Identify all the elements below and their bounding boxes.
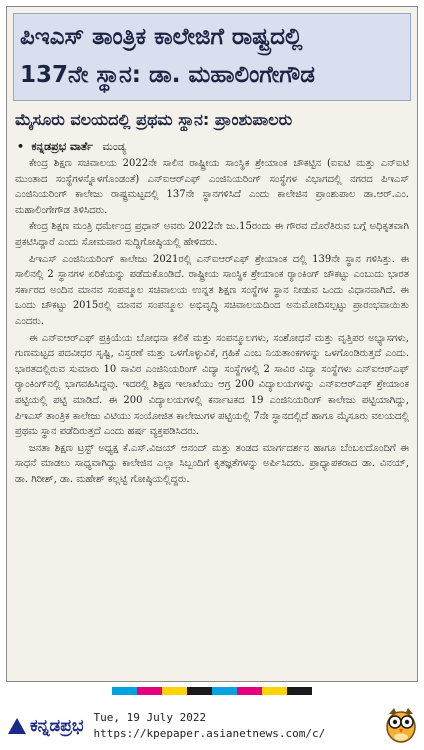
triangle-logo-icon (8, 718, 26, 734)
article-paragraph: ಕೇಂದ್ರ ಶಿಕ್ಷಣ ಸಚಿವಾಲಯ 2022ನೇ ಸಾಲಿನ ರಾಷ್ಟ್ರೀಯ ಸಾಂಸ್ಥಿಕ ಶ್ರೇಯಾಂಕ ಚೌಕಟ್ಟಿನ (ಐಐಟಿ ಮತ್ತು ಎನ್‌ಐಟಿ ಮುಂತಾದ ಸಂಸ್ಥೆಗಳನ್ನೊಳಗೊಂಡಂತೆ) ಎನ್‌ಐಆರ್‌ಎಫ್ ಎಂಜಿನಿಯರಿಂಗ್ ಸಂಸ್ಥೆಗಳ ವಿಭಾಗದಲ್ಲಿ ನಗರದ ಪಿಇಎಸ್ ಎಂಜಿನಿಯರಿಂಗ್ ಕಾಲೇಜು ರಾಷ್ಟ್ರಮಟ್ಟದಲ್ಲಿ 137ನೇ ಸ್ಥಾನಗಳಿಸಿದೆ ಎಂದು ಕಾಲೇಜಿನ ಪ್ರಾಂಶುಪಾಲ ಡಾ.ಆರ್.ಎಂ. ಮಹಾಲಿಂಗೇಗೌಡ ತಿಳಿಸಿದರು. (15, 158, 409, 216)
registration-swatch (162, 687, 187, 695)
news-clipping (6, 6, 418, 682)
registration-swatch (287, 687, 312, 695)
headline-line-1: ಪಿಇಎಸ್ ತಾಂತ್ರಿಕ ಕಾಲೇಜಿಗೆ ರಾಷ್ಟ್ರದಲ್ಲಿ (20, 24, 303, 50)
color-registration-bar (112, 687, 312, 695)
registration-swatch (262, 687, 287, 695)
subheadline: ಮೈಸೂರು ವಲಯದಲ್ಲಿ ಪ್ರಥಮ ಸ್ಥಾನ: ಪ್ರಾಂಶುಪಾಲರು (15, 110, 293, 129)
publication-date: Tue, 19 July 2022 (93, 711, 207, 724)
article-paragraph: ಜನತಾ ಶಿಕ್ಷಣ ಟ್ರಸ್ಟ್ ಅಧ್ಯಕ್ಷ ಕೆ.ಎಸ್.ವಿಜಯ್ ಆನಂದ್ ಮತ್ತು ತಂಡದ ಮಾರ್ಗದರ್ಶನ ಹಾಗೂ ಬೆಂಬಲದೊಂದಿಗೆ ಈ ಸಾಧನೆ ಮಾಡಲು ಸಾಧ್ಯವಾಗಿದ್ದು ಕಾಲೇಜಿನ ಎಲ್ಲಾ ಸಿಬ್ಬಂದಿಗೆ ಕೃತಜ್ಞತೆಗಳನ್ನು ಅರ್ಪಿಸಿದರು. ಪ್ರಾಧ್ಯಾಪಕರಾದ ಡಾ. ವಿನಯ್, ಡಾ. ಗಿರೀಶ್, ಡಾ. ಮಹೇಶ್ ಕಲ್ಲಟ್ಟಿ ಗೋಷ್ಠಿಯಲ್ಲಿದ್ದರು. (15, 442, 409, 485)
headline-box (13, 13, 411, 101)
footer-meta (93, 710, 325, 742)
article-body (15, 156, 409, 487)
registration-swatch (137, 687, 162, 695)
source-url[interactable]: https://kpepaper.asianetnews.com/c/ (93, 727, 326, 740)
article-paragraph: ಕೇಂದ್ರ ಶಿಕ್ಷಣ ಮಂತ್ರಿ ಧರ್ಮೇಂದ್ರ ಪ್ರಧಾನ್ ಅವರು 2022ನೇ ಜು.15ರಂದು ಈ ಗೌರವ ದೊರೆತಿರುವ ಬಗ್ಗೆ ಅಧಿಕೃತವಾಗಿ ಪ್ರಕಟಿಸಿದ್ದಾರೆ ಎಂದು ಸೋಮವಾರ ಸುದ್ದಿಗೋಷ್ಠಿಯಲ್ಲಿ ಹೇಳಿದರು. (15, 221, 409, 248)
brand-logo[interactable] (8, 716, 83, 736)
registration-swatch (212, 687, 237, 695)
byline-place: ಮಂಡ್ಯ (102, 140, 127, 153)
brand-name: ಕನ್ನಡಪ್ರಭ (30, 716, 84, 736)
byline (17, 139, 407, 154)
article-paragraph: ಪಿಇಎಸ್ ಎಂಜಿನಿಯರಿಂಗ್ ಕಾಲೇಜು 2021ರಲ್ಲಿ ಎನ್‌ಐಆರ್‌ಎಫ್ ಶ್ರೇಯಾಂಕ ದಲ್ಲಿ 139ನೇ ಸ್ಥಾನ ಗಳಿಸಿತ್ತು. ಈ ಸಾಲಿನಲ್ಲಿ 2 ಸ್ಥಾನಗಳ ಏರಿಕೆಯನ್ನು ಪಡೆದುಕೊಂಡಿದೆ. ರಾಷ್ಟ್ರೀಯ ಸಾಂಸ್ಥಿಕ ಶ್ರೇಯಾಂಕ ರ‍್ಯಾಂಕಿಂಗ್ ಚೌಕಟ್ಟು ಎಂಬುದು ಭಾರತ ಸರ್ಕಾರದ ಅಂದಿನ ಮಾನವ ಸಂಪನ್ಮೂಲ ಸಚಿವಾಲಯ ಉನ್ನತ ಶಿಕ್ಷಣ ಸಂಸ್ಥೆಗಳ ಸ್ಥಾನ ನೀಡುವ ಒಂದು ವಿಧಾನವಾಗಿದೆ. ಈ ಒಂದು ಚೌಕಟ್ಟು 2015ರಲ್ಲಿ ಮಾನವ ಸಂಪನ್ಮೂಲ ಅಭಿವೃದ್ಧಿ ಸಚಿವಾಲಯದಿಂದ ಅನುಮೋದಿಸಲ್ಪಟ್ಟು ಪ್ರಾರಂಭವಾಯಿತು ಎಂದರು. (15, 253, 409, 327)
registration-swatch (187, 687, 212, 695)
page-footer (0, 702, 424, 750)
bullet-icon: • (17, 140, 25, 153)
owl-icon[interactable] (384, 706, 418, 744)
registration-swatch (112, 687, 137, 695)
article-paragraph: ಈ ಎನ್‌ಐಆರ್‌ಎಫ್ ಪ್ರಕ್ರಿಯೆಯ ಬೋಧನಾ ಕಲಿಕೆ ಮತ್ತು ಸಂಪನ್ಮೂಲಗಳು, ಸಂಶೋಧನೆ ಮತ್ತು ವೃತ್ತಿಪರ ಅಭ್ಯಾಸಗಳು, ಗುಣಮಟ್ಟದ ಪದವೀಧರ ಸೃಷ್ಟಿ, ವಿಸ್ತರಣೆ ಮತ್ತು ಒಳಗೊಳ್ಳುವಿಕೆ, ಗ್ರಹಿಕೆ ಎಂಬ ನಿಯತಾಂಕಗಳನ್ನು ಒಳಗೊಂಡಿರುತ್ತದೆ ಎಂದು. ಭಾರತದಲ್ಲಿರುವ ಸುಮಾರು 10 ಸಾವಿರ ಎಂಜಿನಿಯರಿಂಗ್ ವಿದ್ಯಾ ಸಂಸ್ಥೆಗಳಲ್ಲಿ 2 ಸಾವಿರ ವಿದ್ಯಾ ಸಂಸ್ಥೆಗಳು ಎನ್‌ಐಆರ್‌ಎಫ್ ರ‍್ಯಾಂಕಿಂಗ್‌ನಲ್ಲಿ ಭಾಗವಹಿಸಿದ್ದವು. ಇದರಲ್ಲಿ ಶಿಕ್ಷಣ ಇಲಾಖೆಯು ಆಗ್ರ 200 ವಿದ್ಯಾಲಯಗಳನ್ನು ಎನ್‌ಐಆರ್‌ಎಫ್ ಶ್ರೇಯಾಂಕ ಪಟ್ಟಿಯಲ್ಲಿ ಪಟ್ಟಿ ಮಾಡಿದೆ. ಈ 200 ವಿದ್ಯಾಲಯಗಳಲ್ಲಿ ಕರ್ನಾಟಕದ 19 ಎಂಜಿನಿಯರಿಂಗ್ ಕಾಲೇಜು ಪಟ್ಟಿಯಾಗಿದ್ದು, ಪಿಇಎಸ್ ತಾಂತ್ರಿಕ ಕಾಲೇಜು ವಿಟಿಯು ಸಂಯೋಜಿತ ಕಾಲೇಜುಗಳ ಪಟ್ಟಿಯಲ್ಲಿ 7ನೇ ಸ್ಥಾನದಲ್ಲಿದೆ ಹಾಗೂ ಮೈಸೂರು ವಲಯದಲ್ಲಿ ಪ್ರಥಮ ಸ್ಥಾನ ಪಡೆದಿರುತ್ತದೆ ಎಂದು ಹರ್ಷ ವ್ಯಕ್ತಪಡಿಸಿದರು. (15, 332, 409, 438)
registration-swatch (237, 687, 262, 695)
byline-source: ಕನ್ನಡಪ್ರಭ ವಾರ್ತೆ (31, 140, 93, 153)
headline-line-2: 137ನೇ ಸ್ಥಾನ: ಡಾ. ಮಹಾಲಿಂಗೇಗೌಡ (20, 62, 315, 88)
